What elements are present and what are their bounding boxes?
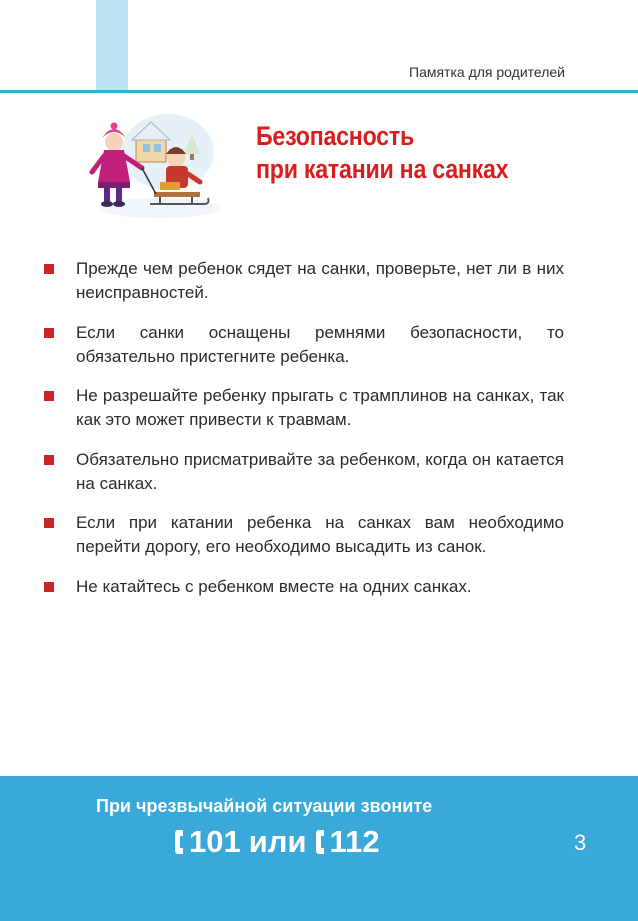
- bullet-square-icon: [44, 391, 54, 401]
- title-line-2: при катании на санках: [256, 154, 509, 184]
- rule-text: Прежде чем ребенок сядет на санки, проверьте, нет ли в них неисправностей.: [76, 259, 564, 302]
- phone-number-1: 101: [189, 824, 241, 859]
- rule-text: Не разрешайте ребенку прыгать с трамплинов на санках, так как это может привести к травмам.: [76, 386, 564, 429]
- emergency-text: При чрезвычайной ситуации звоните: [96, 796, 433, 816]
- phone-icon: [174, 829, 186, 855]
- list-item: [44, 384, 564, 432]
- list-item: [44, 321, 564, 369]
- bullet-square-icon: [44, 328, 54, 338]
- emergency-phones: [174, 824, 380, 860]
- page-title: [256, 120, 508, 186]
- title-line-1: Безопасность: [256, 121, 414, 151]
- rule-text: Обязательно присматривайте за ребенком, когда он катается на санках.: [76, 449, 564, 493]
- bullet-square-icon: [44, 582, 54, 592]
- phone-icon: [315, 829, 327, 855]
- list-item: [44, 511, 564, 559]
- side-decor-strip: [96, 0, 128, 92]
- list-item: [44, 575, 564, 599]
- phone-separator: или: [248, 824, 307, 859]
- rule-text: Если при катании ребенка на санках вам необходимо перейти дорогу, его необходимо высадить из санок.: [76, 513, 564, 556]
- bullet-square-icon: [44, 264, 54, 274]
- sled-children-illustration: [80, 108, 230, 226]
- page-number: 3: [574, 830, 587, 855]
- list-item: [44, 257, 564, 305]
- bullet-square-icon: [44, 518, 54, 528]
- bullet-square-icon: [44, 455, 54, 465]
- phone-number-2: 112: [329, 824, 380, 859]
- emergency-footer: [0, 776, 638, 921]
- safety-rules-list: [44, 257, 564, 614]
- list-item: [44, 448, 564, 496]
- header-label: Памятка для родителей: [409, 64, 565, 80]
- rule-text: Если санки оснащены ремнями безопасности, то обязательно пристегните ребенка.: [76, 322, 564, 366]
- rule-text: Не катайтесь с ребенком вместе на одних санках.: [76, 576, 472, 596]
- header-divider: [0, 90, 638, 93]
